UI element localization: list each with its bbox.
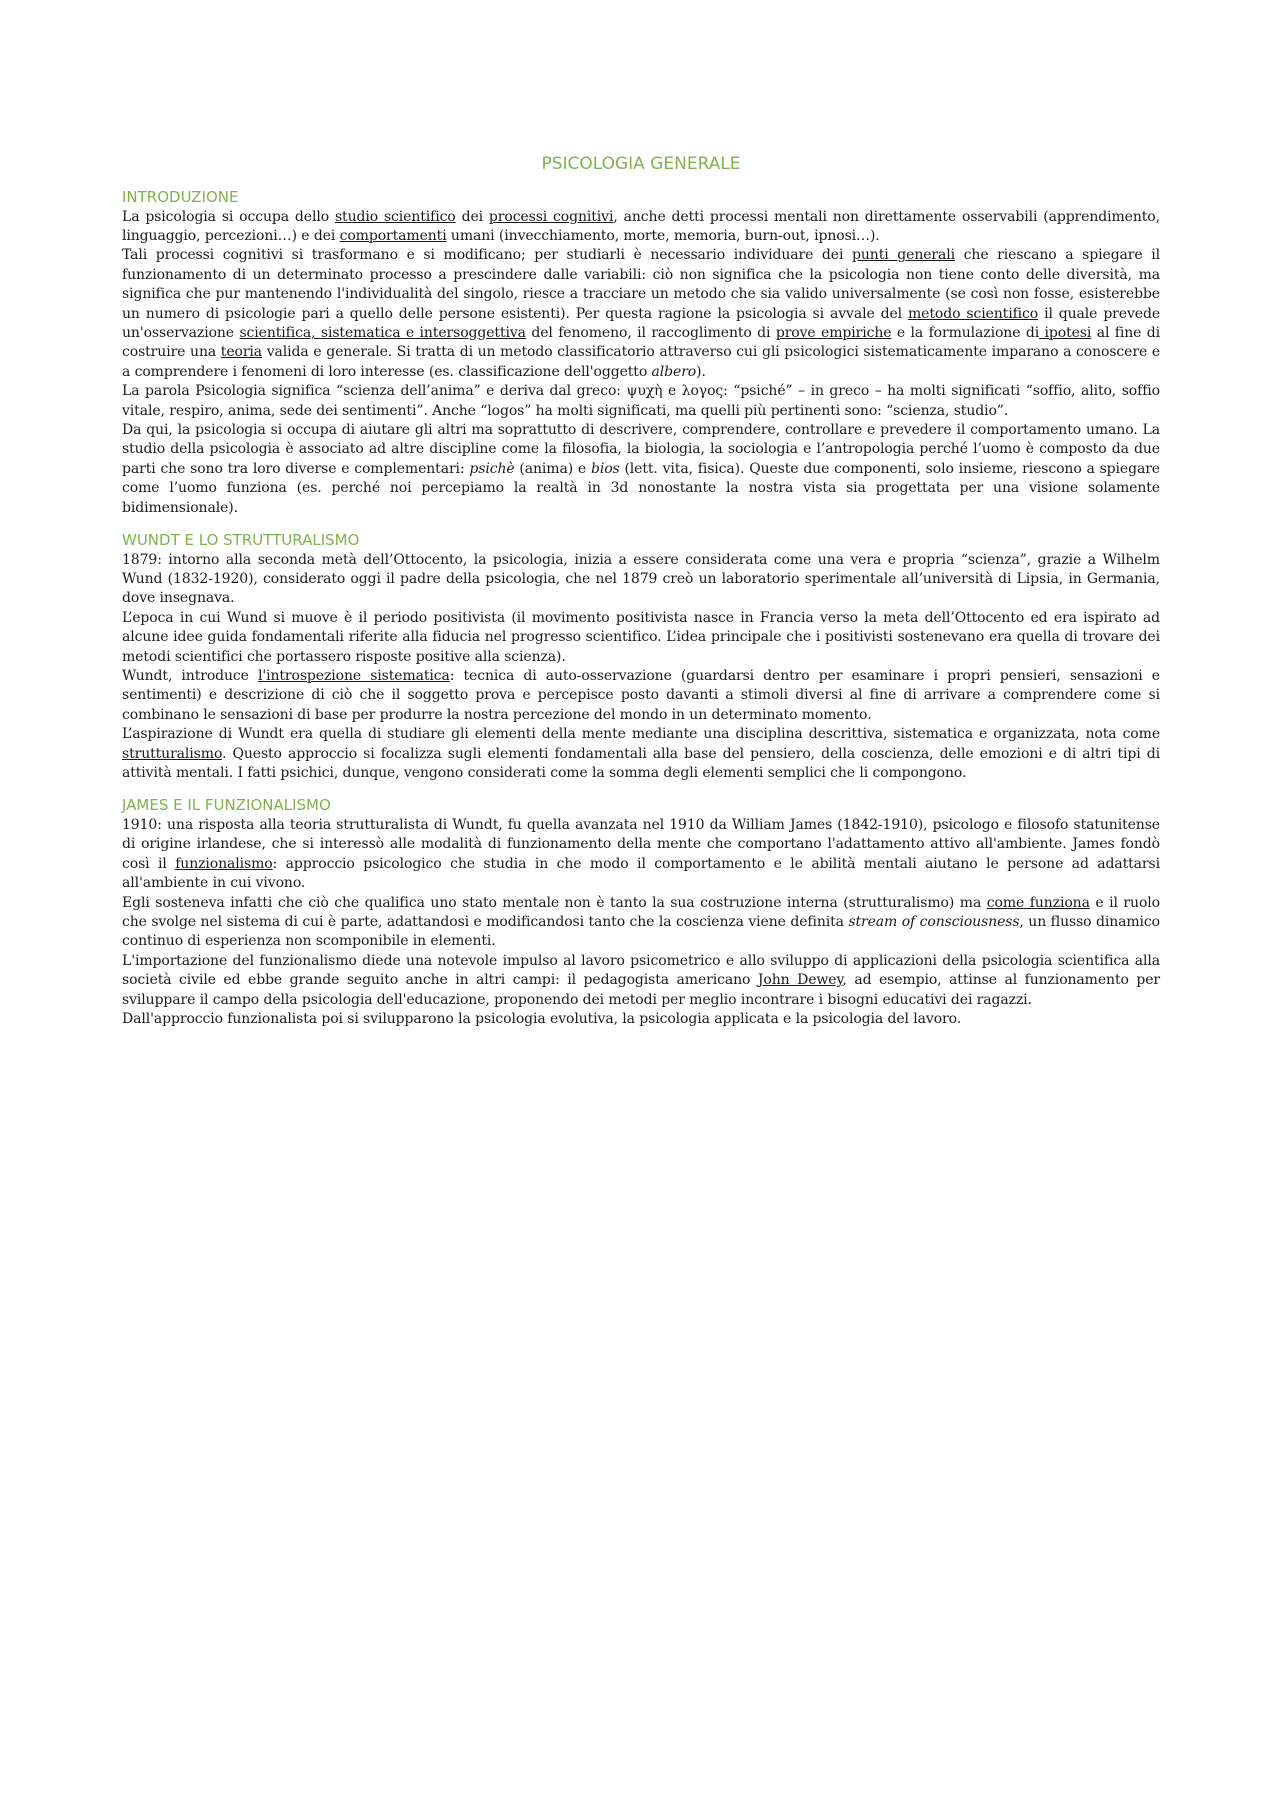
text-run: dei: [455, 208, 489, 225]
underlined-term: studio scientifico: [334, 208, 456, 225]
text-run: , anche detti processi mentali non direttamente osservabili (apprendimento, linguaggio, percezioni…) e dei: [122, 208, 1160, 244]
section-heading: INTRODUZIONE: [122, 188, 239, 206]
text-run: Wundt, introduce: [122, 667, 258, 684]
text-run: del fenomeno, il raccoglimento di: [525, 324, 776, 341]
text-run: Tali processi cognitivi si trasformano e si modificano; per studiarli è necessario individuare dei: [122, 247, 853, 264]
text-run: L’epoca in cui Wund si muove è il periodo positivista (il movimento positivista nasce in Francia verso la meta dell’Ottocento ed era ispirato ad alcune idee guida fondamentali riferite alla fiducia nel progresso scientifico. L’idea principale che i positivisti sostenevano era quella di trovare dei metodi scientifici che portassero risposte positive alla scienza).: [122, 609, 1160, 665]
text-run: La parola Psicologia significa “scienza dell’anima” e deriva dal greco: ψυχὴ e λογος: “psiché” – in greco – ha molti significati “soffio, alito, soffio vitale, respiro, anima, sede dei sentimenti”. Anche “logos” ha molti significati, ma quelli più pertinenti sono: “scienza, studio”.: [122, 383, 1160, 419]
text-run: e il ruolo che svolge nel sistema di cui è parte, adattandosi e modificandosi tanto che la coscienza viene definita: [122, 894, 1160, 930]
text-run: 1879: intorno alla seconda metà dell’Ottocento, la psicologia, inizia a essere considerata come una vera e propria “scienza”, grazie a Wilhelm Wund (1832-1920), considerato oggi il padre della psicologia, che nel 1879 creò un laboratorio sperimentale all’università di Lipsia, in Germania, dove insegnava.: [122, 551, 1160, 607]
section: [122, 188, 1160, 518]
italic-term: stream of consciousness: [848, 913, 1020, 930]
paragraph: [122, 551, 1160, 609]
section-heading: WUNDT E LO STRUTTURALISMO: [122, 531, 360, 549]
paragraph: [122, 725, 1160, 783]
paragraph: [122, 421, 1160, 518]
text-run: : approccio psicologico che studia in che modo il comportamento e le abilità mentali aiutano le persone ad adattarsi all'ambiente in cui vivono.: [122, 855, 1160, 892]
text-run: , ad esempio, attinse al funzionamento per sviluppare il campo della psicologia dell'educazione, proponendo dei metodi per meglio incontrare i bisogni educativi dei ragazzi.: [122, 972, 1160, 1008]
underlined-term: processi cognitivi: [488, 208, 614, 225]
text-run: ).: [696, 363, 706, 380]
section: [122, 796, 1160, 1029]
underlined-term: ipotesi: [1039, 324, 1092, 341]
underlined-term: prove empiriche: [775, 324, 892, 341]
text-run: L’aspirazione di Wundt era quella di studiare gli elementi della mente mediante una disciplina descrittiva, sistematica e organizzata, nota come: [122, 726, 1160, 743]
underlined-term: scientifica, sistematica e intersoggettiva: [239, 324, 526, 341]
text-run: che riescano a spiegare il funzionamento di un determinato processo a prescindere dalle variabili: ciò non significa che la psicologia non tiene conto delle diversità, ma significa che pur mantenendo l'individualità del singolo, riesce a tracciare un metodo che sia valido universalmente (se così non fosse, esisterebbe un numero di psicologie pari a quello delle persone esistenti). Per questa ragione la psicologia si avvale del: [122, 247, 1160, 322]
text-run: il quale prevede un'osservazione: [122, 305, 1161, 341]
text-run: : tecnica di auto-osservazione (guardarsi dentro per esaminare i propri pensieri, sensazioni e sentimenti) e descrizione di ciò che il soggetto prova e percepisce posto davanti a stimoli diversi al fine di arrivare a comprendere come si combinano le sensazioni di base per produrre la nostra percezione del mondo in un determinato momento.: [122, 667, 1160, 723]
underlined-term: come funziona: [986, 894, 1090, 911]
sections-container: [122, 188, 1160, 1029]
text-run: . Questo approccio si focalizza sugli elementi fondamentali alla base del pensiero, della coscienza, delle emozioni e di altri tipi di attività mentali. I fatti psichici, dunque, vengono considerati come la somma degli elementi semplici che li compongono.: [122, 745, 1160, 781]
paragraph: [122, 1010, 1160, 1029]
text-run: , un flusso dinamico continuo di esperienza non scomponibile in elementi.: [122, 913, 1161, 950]
text-run: 1910: una risposta alla teoria strutturalista di Wundt, fu quella avanzata nel 1910 da William James (1842-1910), psicologo e filosofo statunitense di origine irlandese, che si interessò alle modalità di funzionamento della mente che comportano l'adattamento attivo all'ambiente. James fondò così il: [122, 816, 1160, 872]
text-run: (anima) e: [514, 460, 591, 477]
paragraph: [122, 816, 1160, 894]
paragraph: [122, 952, 1160, 1010]
text-run: e la formulazione di: [891, 324, 1040, 341]
document-body: [122, 151, 1160, 1042]
paragraph: [122, 667, 1160, 725]
underlined-term: l'introspezione sistematica: [257, 667, 450, 684]
underlined-term: John Dewey: [757, 972, 843, 989]
text-run: umani (invecchiamento, morte, memoria, burn-out, ipnosi…).: [446, 227, 880, 244]
document-title: PSICOLOGIA GENERALE: [541, 154, 741, 174]
text-run: (lett. vita, fisica). Queste due componenti, solo insieme, riescono a spiegare come l’uomo funziona (es. perché noi percepiamo la realtà in 3d nonostante la nostra vista sia progettata per una visione solamente bidimensionale).: [122, 460, 1160, 516]
text-run: Egli sosteneva infatti che ciò che qualifica uno stato mentale non è tanto la sua costruzione interna (strutturalismo) ma: [122, 894, 987, 911]
underlined-term: punti generali: [852, 247, 956, 264]
section: [122, 531, 1160, 783]
paragraph: [122, 894, 1160, 952]
underlined-term: funzionalismo: [175, 855, 273, 872]
paragraph: [122, 208, 1160, 247]
text-run: L'importazione del funzionalismo diede una notevole impulso al lavoro psicometrico e allo sviluppo di applicazioni della psicologia scientifica alla società civile ed ebbe grande seguito anche in altri campi: il pedagogista americano: [122, 952, 1160, 989]
paragraph: [122, 382, 1160, 421]
underlined-term: comportamenti: [339, 227, 447, 244]
paragraph: [122, 246, 1160, 382]
italic-term: albero: [651, 363, 697, 380]
italic-term: bios: [590, 460, 620, 477]
text-run: Dall'approccio funzionalista poi si svilupparono la psicologia evolutiva, la psicologia applicata e la psicologia del lavoro.: [122, 1010, 962, 1027]
text-run: al fine di costruire una: [122, 324, 1161, 361]
text-run: Da qui, la psicologia si occupa di aiutare gli altri ma soprattutto di descrivere, comprendere, controllare e prevedere il comportamento umano. La studio della psicologia è associato ad altre discipline come la filosofia, la biologia, la sociologia e l’antropologia perché l’uomo è composto da due parti che sono tra loro diverse e complementari:: [122, 421, 1160, 477]
underlined-term: teoria: [220, 344, 263, 361]
underlined-term: metodo scientifico: [908, 305, 1039, 322]
section-heading: JAMES E IL FUNZIONALISMO: [122, 796, 331, 815]
paragraph: [122, 609, 1160, 667]
underlined-term: strutturalismo: [122, 745, 223, 762]
text-run: La psicologia si occupa dello: [122, 208, 335, 225]
text-run: valida e generale. Si tratta di un metodo classificatorio attraverso cui gli psicologici sistematicamente imparano a conoscere e a comprendere i fenomeni di loro interesse (es. classificazione dell'oggetto: [122, 344, 1161, 380]
italic-term: psichè: [469, 460, 515, 477]
